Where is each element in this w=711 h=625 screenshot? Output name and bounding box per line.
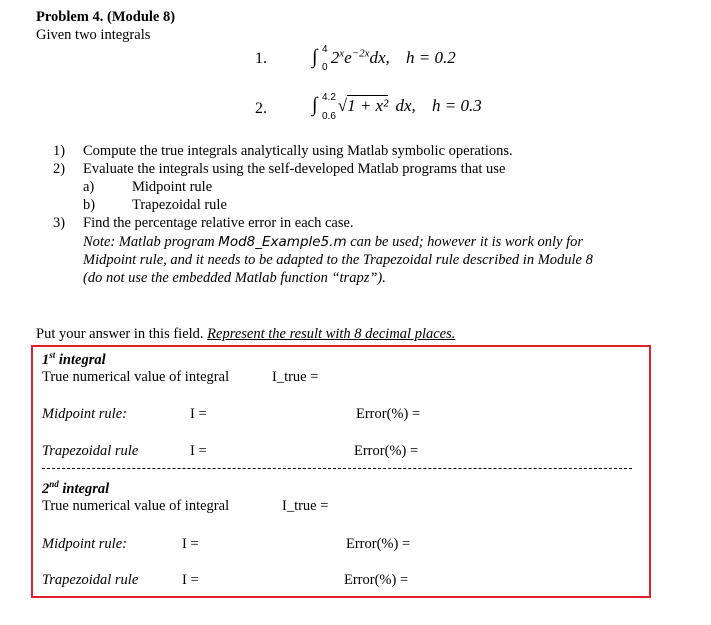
problem-title: Problem 4. (Module 8): [36, 9, 176, 25]
second-midpoint-error[interactable]: Error(%) =: [346, 536, 411, 552]
first-integral-heading: [42, 350, 106, 369]
integral-1-number: 1.: [255, 50, 267, 67]
first-midpoint-field[interactable]: I =: [190, 406, 207, 422]
integral-2-step: h = 0.3: [432, 96, 482, 115]
note-line-1: [83, 234, 583, 251]
integral-sign: ∫: [312, 94, 318, 116]
note-filename: Mod8_Example5.m: [218, 234, 347, 250]
integral-2-lower: 0.6: [322, 111, 336, 122]
task-2b-number: b): [83, 197, 96, 213]
second-midpoint-label: Midpoint rule:: [42, 536, 127, 552]
note-line-3: (do not use the embedded Matlab function “trapz”).: [83, 270, 386, 286]
second-trap-field[interactable]: I =: [182, 572, 199, 588]
section-divider: [42, 468, 632, 469]
integral-1-exp2: −2x: [351, 47, 370, 60]
integral-2-expression: [312, 94, 482, 122]
task-1-text: Compute the true integrals analytically using Matlab symbolic operations.: [83, 143, 513, 159]
problem-subtitle: Given two integrals: [36, 27, 151, 43]
task-1-number: 1): [53, 143, 66, 159]
second-trap-error[interactable]: Error(%) =: [344, 572, 409, 588]
note-suffix: can be used; however it is work only for: [346, 234, 584, 250]
task-2-text: Evaluate the integrals using the self-developed Matlab programs that use: [83, 161, 506, 177]
task-2a-number: a): [83, 179, 95, 195]
heading-ordinal: st: [49, 350, 56, 360]
heading-ordinal: nd: [49, 479, 59, 489]
second-true-field[interactable]: I_true =: [282, 498, 329, 514]
instruction-emphasis: Represent the result with 8 decimal places.: [207, 326, 456, 342]
task-3-text: Find the percentage relative error in each case.: [83, 215, 354, 231]
integral-1-step: h = 0.2: [406, 48, 456, 67]
heading-number: 2: [42, 480, 50, 497]
first-true-field[interactable]: I_true =: [272, 369, 319, 385]
note-line-2: Midpoint rule, and it needs to be adapted to the Trapezoidal rule described in Module 8: [83, 252, 593, 268]
second-trap-label: Trapezoidal rule: [42, 572, 139, 588]
integral-2-dx: dx,: [395, 96, 416, 115]
instruction-text: Put your answer in this field.: [36, 326, 208, 342]
integral-2-upper: 4.2: [322, 92, 336, 103]
answer-instruction: [36, 326, 455, 343]
integral-1-base: 2: [330, 48, 340, 67]
integral-1-lower: 0: [322, 62, 328, 73]
second-true-label: True numerical value of integral: [42, 498, 230, 514]
integral-1-dx: dx,: [369, 48, 390, 67]
integral-1-exp1: x: [339, 47, 345, 60]
first-trap-field[interactable]: I =: [190, 443, 207, 459]
first-midpoint-label: Midpoint rule:: [42, 406, 127, 422]
task-2-number: 2): [53, 161, 66, 177]
integral-2-radicand: 1 + x²: [347, 96, 389, 115]
heading-word: integral: [55, 351, 106, 368]
integral-2-number: 2.: [255, 100, 267, 117]
first-midpoint-error[interactable]: Error(%) =: [356, 406, 421, 422]
second-integral-heading: [42, 479, 109, 498]
integral-1-e: e: [344, 48, 352, 67]
note-prefix: Note: Matlab program: [83, 234, 219, 250]
integral-1-upper: 4: [322, 44, 328, 55]
heading-number: 1: [42, 351, 50, 368]
heading-word: integral: [58, 480, 110, 497]
integral-1-expression: [312, 46, 456, 72]
task-2b-text: Trapezoidal rule: [132, 197, 227, 213]
first-trap-label: Trapezoidal rule: [42, 443, 139, 459]
integral-sign: ∫: [312, 46, 318, 68]
first-true-label: True numerical value of integral: [42, 369, 230, 385]
task-3-number: 3): [53, 215, 66, 231]
second-midpoint-field[interactable]: I =: [182, 536, 199, 552]
first-trap-error[interactable]: Error(%) =: [354, 443, 419, 459]
sqrt-symbol: √: [337, 96, 348, 115]
task-2a-text: Midpoint rule: [132, 179, 213, 195]
